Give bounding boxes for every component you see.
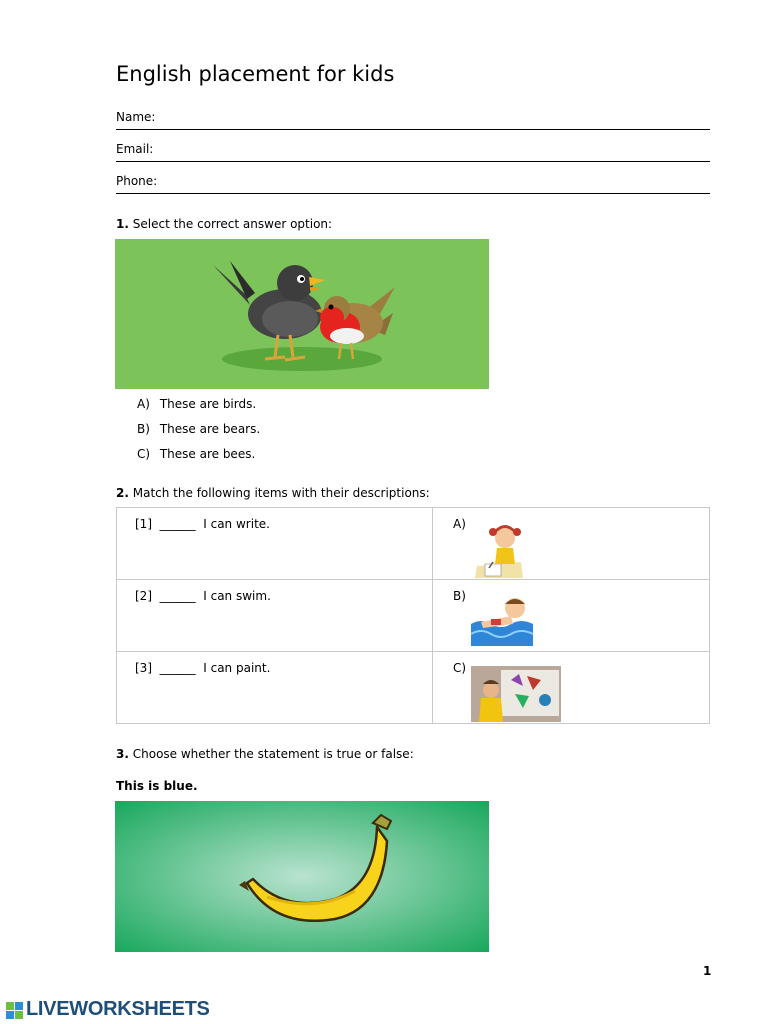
matching-table <box>116 507 710 724</box>
q1-option-c-text: These are bees. <box>159 447 256 461</box>
match-item-2[interactable]: [2] ______ I can swim. <box>135 589 271 603</box>
name-label: Name: <box>116 110 156 124</box>
q1-option-a[interactable] <box>137 397 256 411</box>
question-1-title <box>116 217 332 231</box>
brand-logo: LIVEWORKSHEETS <box>26 998 210 1020</box>
page-title: English placement for kids <box>116 62 395 86</box>
q1-option-b-text: These are bears. <box>159 422 261 436</box>
liveworksheets-logo-icon <box>6 1002 24 1020</box>
q1-option-a-letter: A) <box>137 397 150 411</box>
match-item-cell <box>117 652 433 724</box>
match-picture-cell <box>433 580 710 652</box>
table-row <box>117 508 710 580</box>
question-3-prompt: Choose whether the statement is true or false: <box>132 747 414 761</box>
phone-field[interactable] <box>116 193 710 194</box>
email-field[interactable] <box>116 161 710 162</box>
question-1-number: 1. <box>116 217 129 231</box>
match-item-cell <box>117 580 433 652</box>
phone-label: Phone: <box>116 174 158 188</box>
painting-child-image <box>471 666 561 722</box>
match-item-3[interactable]: [3] ______ I can paint. <box>135 661 271 675</box>
birds-image <box>115 239 489 389</box>
match-letter-a: A) <box>453 517 466 531</box>
banana-image <box>115 801 489 952</box>
question-2-title <box>116 486 430 500</box>
q1-option-c-letter: C) <box>137 447 151 461</box>
question-3-title <box>116 747 414 761</box>
table-row <box>117 652 710 724</box>
page-number: 1 <box>703 964 712 978</box>
question-3-number: 3. <box>116 747 129 761</box>
q1-option-c[interactable] <box>137 447 255 461</box>
match-picture-cell <box>433 652 710 724</box>
statement-text: This is blue. <box>116 779 198 793</box>
swimming-boy-image <box>471 594 533 650</box>
question-2-number: 2. <box>116 486 129 500</box>
writing-girl-image <box>471 522 527 580</box>
name-field[interactable] <box>116 129 710 130</box>
table-row <box>117 580 710 652</box>
match-letter-b: B) <box>453 589 466 603</box>
email-label: Email: <box>116 142 154 156</box>
question-1-prompt: Select the correct answer option: <box>132 217 333 231</box>
match-item-cell <box>117 508 433 580</box>
q1-option-b[interactable] <box>137 422 260 436</box>
q1-option-a-text: These are birds. <box>159 397 257 411</box>
match-picture-cell <box>433 508 710 580</box>
question-2-prompt: Match the following items with their descriptions: <box>132 486 430 500</box>
q1-option-b-letter: B) <box>137 422 150 436</box>
match-letter-c: C) <box>453 661 467 675</box>
match-item-1[interactable]: [1] ______ I can write. <box>135 517 270 531</box>
